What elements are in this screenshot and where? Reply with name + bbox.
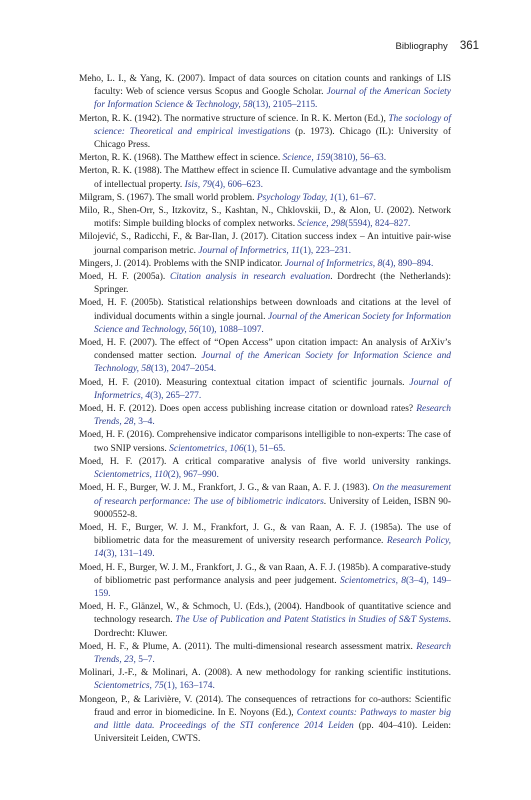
reference-text: (5594), 824–827. xyxy=(345,219,411,230)
reference-source: Research Trends, 23 xyxy=(94,641,451,665)
reference-text: Moed, H. F., Burger, W. J. M., Frankfort, J. G., & van Raan, A. F. J. (1985a). The use of bibliometric data for the measurement of university research performance. xyxy=(79,522,451,547)
reference-text: Moed, H. F. (2005a). xyxy=(79,272,170,283)
reference-text: Moed, H. F. (2012). Does open access publishing increase citation or download rates? xyxy=(79,404,417,415)
reference-text: Milojević, S., Radicchi, F., & Bar-Ilan, J. (2017). Citation success index – An intuitive pair-wise journal comparison metric. xyxy=(79,232,451,256)
reference-entry xyxy=(79,667,451,693)
reference-text: Molinari, J.-F., & Molinari, A. (2008). A new methodology for ranking scientific institutions. xyxy=(79,668,451,679)
reference-text: Merton, R. K. (1988). The Matthew effect in science II. Cumulative advantage and the symbolism of intellectual property. xyxy=(79,166,451,190)
reference-text: Moed, H. F. (2005b). Statistical relationships between downloads and citations at the level of individual documents within a single journal. xyxy=(79,298,451,322)
page-number: 361 xyxy=(459,40,479,52)
reference-source: The sociology of science: Theoretical and empirical investigations xyxy=(94,113,451,137)
reference-text: Moed, H. F. (2010). Measuring contextual citation impact of scientific journals. xyxy=(79,377,410,388)
reference-text: Milgram, S. (1967). The small world problem. xyxy=(79,192,257,203)
reference-text: (13), 2105–2115. xyxy=(252,100,318,111)
reference-entry xyxy=(79,429,451,455)
reference-source: Psychology Today, 1 xyxy=(256,192,335,203)
reference-text: Meho, L. I., & Yang, K. (2007). Impact of data sources on citation counts and rankings of LIS faculty: Web of science versus Scopus and Google Scholar. xyxy=(79,74,451,98)
reference-text: (3810), 56–63. xyxy=(330,153,387,164)
reference-entry xyxy=(79,271,451,297)
reference-source: Journal of the American Society for Information Science & Technology, 58 xyxy=(94,87,451,111)
reference-entry xyxy=(79,297,451,337)
reference-source: Research Policy, 14 xyxy=(94,536,451,560)
reference-entry xyxy=(79,205,451,231)
reference-text: (p. 1973). Chicago (IL): University of Chicago Press. xyxy=(94,126,451,151)
reference-source: Journal of the American Society for Information Science and Technology, 58 xyxy=(94,351,452,375)
reference-text: Moed, H. F. (2016). Comprehensive indicator comparisons intelligible to non-experts: The case of two SNIP versions. xyxy=(79,430,451,454)
reference-entry xyxy=(79,641,451,667)
reference-text: (4), 890–894. xyxy=(382,258,434,269)
reference-text: Moed, H. F. (2007). The effect of “Open Access” upon citation impact: An analysis of ArXiv’s condensed matter section. xyxy=(79,338,451,362)
reference-entry xyxy=(79,562,451,602)
reference-entry xyxy=(79,482,451,522)
reference-text: Merton, R. K. (1968). The Matthew effect in science. xyxy=(79,153,283,164)
reference-source: Science, 298 xyxy=(297,219,346,230)
reference-text: (1), 61–67. xyxy=(334,192,377,203)
reference-text: Moed, H. F., Burger, W. J. M., Frankfort, J. G., & van Raan, A. F. J. (1983). xyxy=(79,483,373,494)
reference-entry xyxy=(79,231,451,257)
reference-entry xyxy=(79,377,451,403)
reference-source: On the measurement of research performance: The use of bibliometric indicators xyxy=(94,483,451,507)
reference-text: Mongeon, P., & Larivière, V. (2014). The consequences of retractions for co-authors: Scientific fraud and error in biomedicine. In E. Noyons (Ed.), xyxy=(79,694,451,718)
reference-source: Science, 159 xyxy=(282,153,331,164)
reference-entry xyxy=(79,73,451,113)
reference-text: Moed, H. F. (2017). A critical comparative analysis of five world university rankings. xyxy=(79,456,451,467)
reference-text: (1), 163–174. xyxy=(163,681,215,692)
reference-text: (4), 606–623. xyxy=(211,179,263,190)
reference-text: . Dordrecht (the Netherlands): Springer. xyxy=(94,272,451,296)
reference-entry xyxy=(79,403,451,429)
reference-entry xyxy=(79,337,451,377)
reference-text: . Dordrecht: Kluwer. xyxy=(94,615,451,639)
reference-source: Scientometrics, 8 xyxy=(340,575,406,586)
reference-text: , 3–4. xyxy=(133,417,155,428)
reference-text: Moed, H. F., & Plume, A. (2011). The multi-dimensional research assessment matrix. xyxy=(79,641,417,652)
reference-text: Milo, R., Shen-Orr, S., Itzkovitz, S., Kashtan, N., Chklovskii, D., & Alon, U. (2002). Network motifs: Simple building blocks of complex networks. xyxy=(79,206,451,230)
reference-source: Scientometrics, 75 xyxy=(94,681,164,692)
reference-entry xyxy=(79,456,451,482)
reference-source: Journal of Informetrics, 11 xyxy=(198,245,300,256)
reference-text: Mingers, J. (2014). Problems with the SNIP indicator. xyxy=(79,258,285,269)
reference-source: Journal of the American Society for Information Science and Technology, 56 xyxy=(94,311,451,335)
reference-text: (3–4), 149–159. xyxy=(94,575,452,599)
reference-entry xyxy=(79,694,451,747)
reference-text: Moed, H. F., Glänzel, W., & Schmoch, U. (Eds.), (2004). Handbook of quantitative science and technology research. xyxy=(79,602,451,626)
reference-text: (pp. 404–410). Leiden: Universiteit Leiden, CWTS. xyxy=(94,720,451,745)
reference-source: Journal of Informetrics, 4 xyxy=(94,377,451,401)
reference-source: Scientometrics, 106 xyxy=(169,443,244,454)
reference-entry xyxy=(79,113,451,153)
reference-text: (10), 1088–1097. xyxy=(198,324,264,335)
reference-text: Merton, R. K. (1942). The normative structure of science. In R. K. Merton (Ed.), xyxy=(79,113,389,124)
reference-source: The Use of Publication and Patent Statistics in Studies of S&T Systems xyxy=(175,615,449,626)
reference-entry xyxy=(79,152,451,165)
reference-text: (1), 223–231. xyxy=(299,245,351,256)
reference-source: Journal of Informetrics, 8 xyxy=(284,258,383,269)
reference-source: Scientometrics, 110 xyxy=(94,470,168,481)
reference-text: Moed, H. F., Burger, W. J. M., Frankfort, J. G., & van Raan, A. F. J. (1985b). A comparative-study of bibliometric past performance analysis and peer judgement. xyxy=(79,562,451,586)
reference-text: (2), 967–990. xyxy=(167,470,219,481)
reference-text: (3), 131–149. xyxy=(103,549,155,560)
reference-text: . University of Leiden, ISBN 90-9000552-8. xyxy=(94,496,451,520)
reference-entry xyxy=(79,165,451,191)
reference-entry xyxy=(79,258,451,271)
reference-text: (13), 2047–2054. xyxy=(150,364,217,375)
reference-source: Context counts: Pathways to master big and little data. Proceedings of the STI conference 2014 Leiden xyxy=(94,707,451,731)
reference-text: , 5–7. xyxy=(133,654,155,665)
running-head xyxy=(396,40,479,52)
reference-text: (3), 265–277. xyxy=(150,390,202,401)
reference-entry xyxy=(79,192,451,205)
reference-source: Isis, 79 xyxy=(184,179,212,190)
reference-text: (1), 51–65. xyxy=(243,443,286,454)
reference-entry xyxy=(79,522,451,562)
reference-list xyxy=(79,73,451,746)
reference-entry xyxy=(79,601,451,641)
reference-source: Citation analysis in research evaluation xyxy=(169,272,331,283)
reference-source: Research Trends, 28 xyxy=(94,404,451,428)
running-head-title: Bibliography xyxy=(395,41,448,52)
